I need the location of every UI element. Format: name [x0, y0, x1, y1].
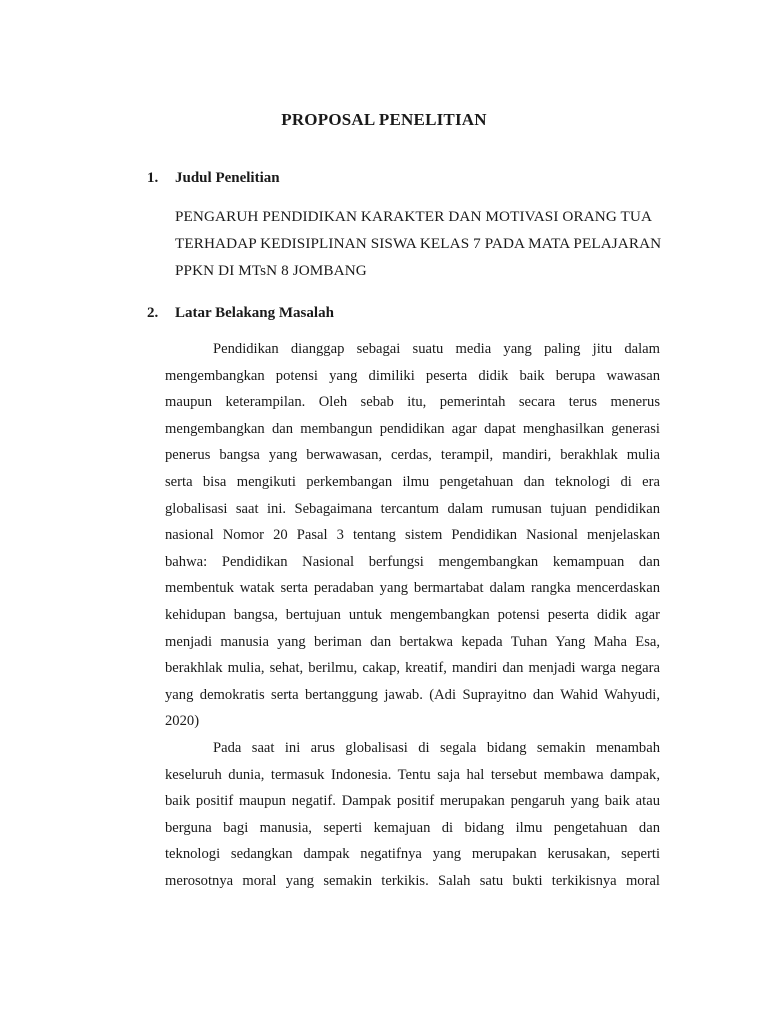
paragraph-1 [165, 336, 660, 735]
paragraph-line: berakhlak mulia, sehat, berilmu, cakap, kreatif, mandiri dan menjadi warga negara [165, 660, 660, 677]
paragraph-line: serta bisa mengikuti perkembangan ilmu pengetahuan dan teknologi di era [165, 473, 660, 490]
paragraph-line: menjadi manusia yang beriman dan bertakwa kepada Tuhan Yang Maha Esa, [165, 633, 660, 650]
paragraph-line: kehidupan bangsa, bertujuan untuk mengembangkan potensi peserta didik agar [165, 606, 660, 623]
paragraph-line: maupun keterampilan. Oleh sebab itu, pemerintah secara terus menerus [165, 394, 660, 411]
document-title: PROPOSAL PENELITIAN [281, 110, 487, 129]
paragraph-line: mengembangkan potensi yang dimiliki peserta didik baik berupa wawasan [165, 367, 660, 384]
paragraph-line: yang demokratis serta bertanggung jawab. (Adi Suprayitno dan Wahid Wahyudi, [165, 686, 660, 703]
research-title-line: TERHADAP KEDISIPLINAN SISWA KELAS 7 PADA MATA PELAJARAN [175, 235, 662, 252]
paragraph-line: bahwa: Pendidikan Nasional berfungsi mengembangkan kemampuan dan [165, 553, 660, 570]
paragraph-line: membentuk watak serta peradaban yang bermartabat dalam rangka mencerdaskan [165, 580, 660, 597]
research-title-line: PENGARUH PENDIDIKAN KARAKTER DAN MOTIVASI ORANG TUA [175, 208, 653, 225]
section-heading-latar-belakang [147, 305, 334, 322]
paragraph-line: merosotnya moral yang semakin terkikis. Salah satu bukti terkikisnya moral [165, 872, 660, 889]
paragraph-line: Pada saat ini arus globalisasi di segala bidang semakin menambah [213, 739, 660, 756]
paragraph-line: Pendidikan dianggap sebagai suatu media yang paling jitu dalam [213, 341, 660, 357]
section-number: 2. [147, 305, 159, 321]
paragraph-line: penerus bangsa yang berwawasan, cerdas, terampil, mandiri, berakhlak mulia [165, 447, 660, 464]
background-body-text [165, 336, 660, 894]
paragraph-line: berguna bagi manusia, seperti kemajuan di bidang ilmu pengetahuan dan [165, 819, 660, 836]
paragraph-line: mengembangkan dan membangun pendidikan agar dapat menghasilkan generasi [165, 420, 660, 437]
paragraph-line: globalisasi saat ini. Sebagaimana tercantum dalam rumusan tujuan pendidikan [165, 500, 660, 517]
paragraph-2 [165, 735, 660, 895]
paragraph-line: baik positif maupun negatif. Dampak positif merupakan pengaruh yang baik atau [165, 793, 660, 810]
paragraph-line: keseluruh dunia, termasuk Indonesia. Tentu saja hal tersebut membawa dampak, [165, 766, 660, 783]
paragraph-line: 2020) [165, 713, 200, 730]
research-title-block [175, 203, 675, 284]
section-title: Latar Belakang Masalah [175, 305, 334, 321]
section-heading-judul [147, 170, 280, 187]
research-title-line: PPKN DI MTsN 8 JOMBANG [175, 262, 367, 279]
paragraph-line: teknologi sedangkan dampak negatifnya yang merupakan kerusakan, seperti [165, 846, 660, 863]
section-title: Judul Penelitian [175, 170, 280, 186]
paragraph-line: nasional Nomor 20 Pasal 3 tentang sistem Pendidikan Nasional menjelaskan [165, 527, 660, 544]
section-number: 1. [147, 170, 159, 186]
